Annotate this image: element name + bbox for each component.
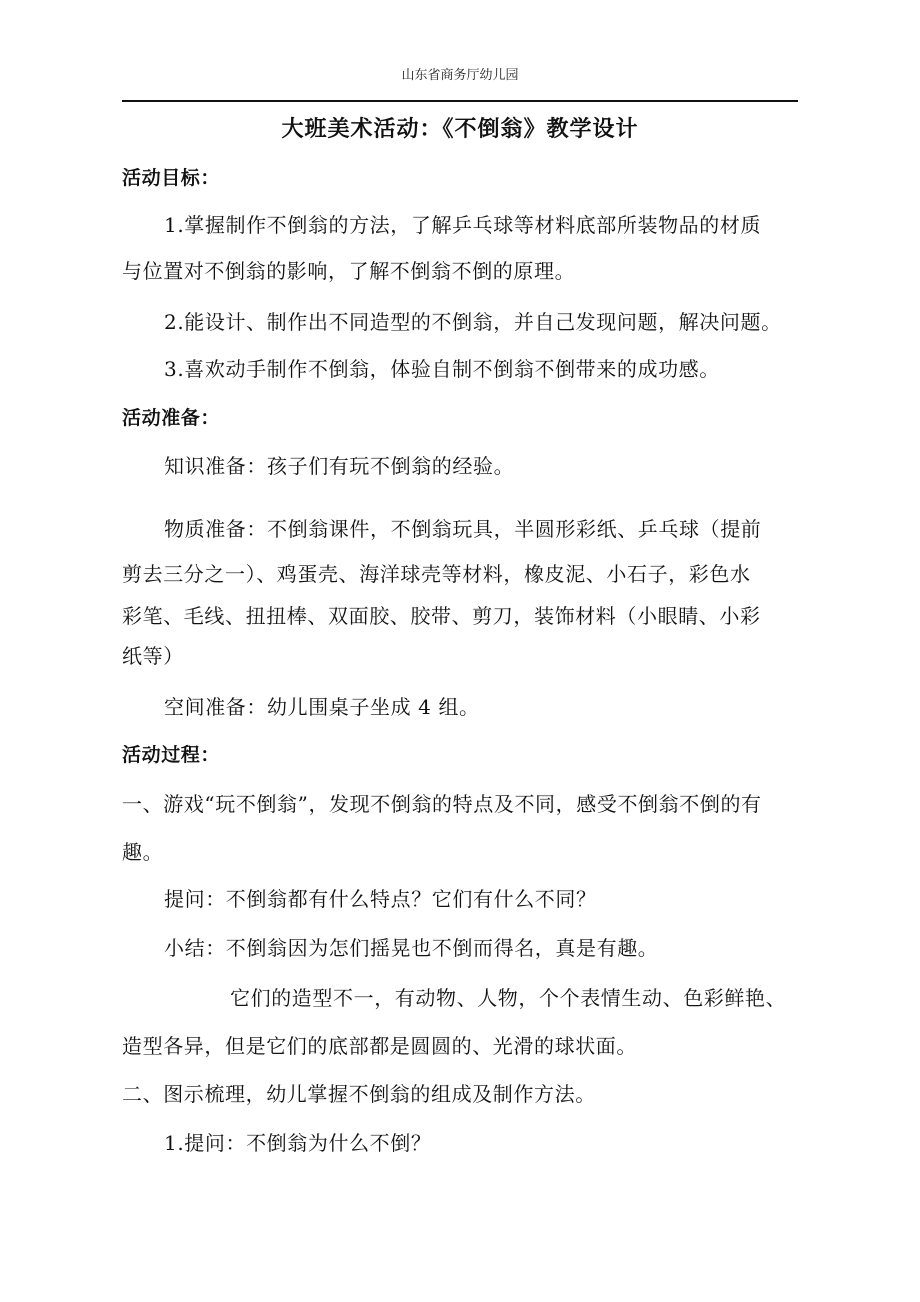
step-1-line-2: 趣。: [122, 840, 164, 864]
prep-knowledge: 知识准备：孩子们有玩不倒翁的经验。: [164, 454, 515, 478]
goal-1-line-1: 1.掌握制作不倒翁的方法，了解乒乓球等材料底部所装物品的材质: [164, 213, 762, 237]
step-2-question-1: 1.提问：不倒翁为什么不倒？: [164, 1131, 432, 1155]
goal-3: 3.喜欢动手制作不倒翁，体验自制不倒翁不倒带来的成功感。: [164, 357, 720, 381]
goal-2: 2.能设计、制作出不同造型的不倒翁，并自己发现问题，解决问题。: [164, 310, 782, 334]
step-1-summary-2-line-2: 造型各异，但是它们的底部都是圆圆的、光滑的球状面。: [122, 1034, 637, 1058]
step-1-summary: 小结：不倒翁因为怎们摇晃也不倒而得名，真是有趣。: [164, 936, 659, 960]
header-divider: [122, 100, 798, 102]
prep-material-line-1: 物质准备：不倒翁课件，不倒翁玩具，半圆形彩纸、乒乓球（提前: [164, 517, 762, 541]
section-heading-prep: 活动准备：: [122, 407, 221, 429]
step-1-question: 提问：不倒翁都有什么特点？它们有什么不同？: [164, 887, 597, 911]
prep-space: 空间准备：幼儿围桌子坐成 4 组。: [164, 695, 480, 719]
section-heading-goals: 活动目标：: [122, 167, 221, 189]
page-header: 山东省商务厅幼儿园: [401, 68, 519, 83]
prep-material-line-2: 剪去三分之一）、鸡蛋壳、海洋球壳等材料，橡皮泥、小石子，彩色水: [122, 562, 751, 586]
step-1-summary-2-line-1: 它们的造型不一，有动物、人物，个个表情生动、色彩鲜艳、: [230, 986, 787, 1010]
prep-material-line-4: 纸等）: [122, 644, 184, 668]
step-1-line-1: 一、游戏“玩不倒翁”，发现不倒翁的特点及不同，感受不倒翁不倒的有: [122, 792, 762, 816]
section-heading-process: 活动过程：: [122, 744, 221, 766]
step-2: 二、图示梳理，幼儿掌握不倒翁的组成及制作方法。: [122, 1082, 596, 1106]
document-title: 大班美术活动：《不倒翁》教学设计: [281, 116, 639, 142]
goal-1-line-2: 与位置对不倒翁的影响，了解不倒翁不倒的原理。: [122, 259, 576, 283]
prep-material-line-3: 彩笔、毛线、扭扭棒、双面胶、胶带、剪刀，装饰材料（小眼睛、小彩: [122, 604, 761, 628]
